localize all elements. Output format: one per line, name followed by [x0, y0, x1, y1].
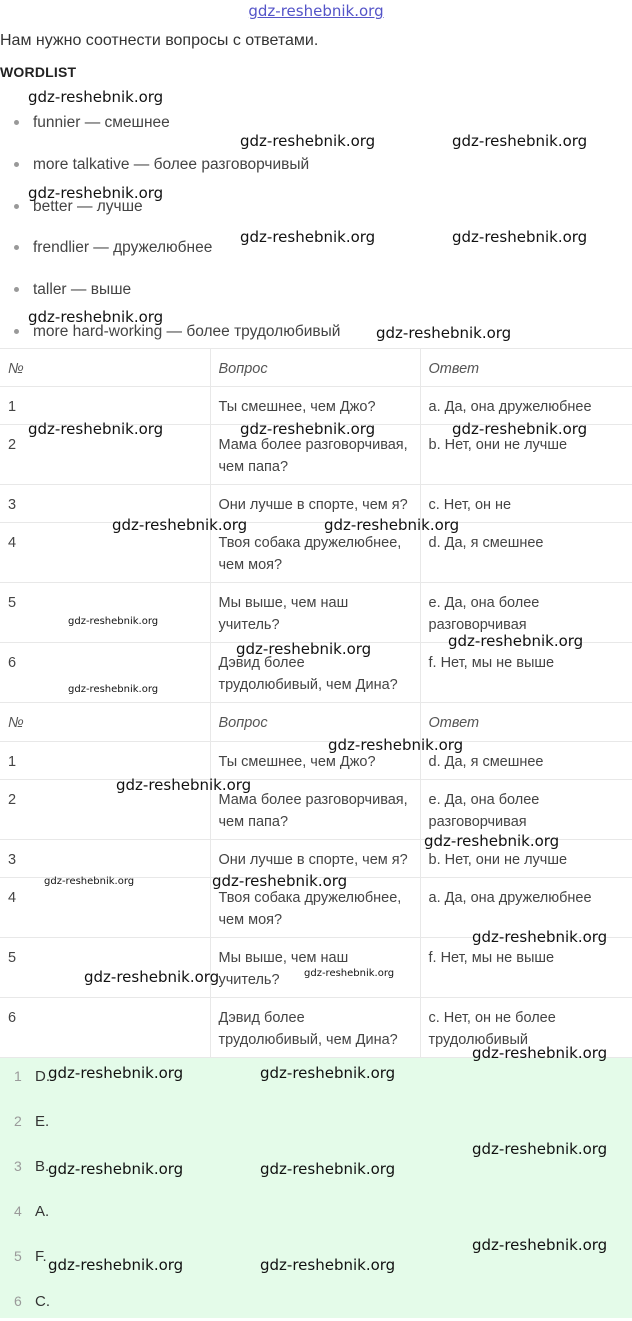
row-number: 6 [0, 997, 210, 1057]
answer-number: 4 [14, 1203, 22, 1219]
row-answer: e. Да, она более разговорчивая [420, 779, 632, 839]
row-question: Ты смешнее, чем Джо? [210, 741, 420, 779]
row-question: Они лучше в спорте, чем я? [210, 839, 420, 877]
watermark: gdz-reshebnik.org [304, 968, 395, 979]
watermark: gdz-reshebnik.org [44, 876, 135, 887]
header-question: Вопрос [210, 703, 420, 741]
answer-value: C. [35, 1293, 50, 1310]
row-number: 4 [0, 877, 210, 937]
answer-number: 6 [14, 1293, 22, 1309]
watermark: gdz-reshebnik.org [48, 1256, 184, 1274]
bullet-icon [14, 329, 19, 334]
table-row [0, 997, 632, 1057]
watermark: gdz-reshebnik.org [260, 1256, 396, 1274]
matching-table-2 [0, 703, 632, 1058]
wordlist-item-text: more hard-working — более трудолюбивый [33, 323, 341, 340]
row-answer: a. Да, она дружелюбнее [420, 877, 632, 937]
table-row [0, 839, 632, 877]
row-number: 5 [0, 937, 210, 997]
site-header-link[interactable]: gdz-reshebnik.org [248, 2, 384, 20]
header-answer: Ответ [420, 349, 632, 387]
row-number: 2 [0, 779, 210, 839]
bullet-icon [14, 287, 19, 292]
row-number: 1 [0, 387, 210, 425]
row-answer: a. Да, она дружелюбнее [420, 387, 632, 425]
watermark: gdz-reshebnik.org [452, 228, 588, 246]
watermark: gdz-reshebnik.org [68, 616, 159, 627]
watermark: gdz-reshebnik.org [324, 516, 460, 534]
table-row [0, 643, 632, 703]
watermark: gdz-reshebnik.org [28, 308, 164, 326]
wordlist-item [14, 281, 574, 299]
table-row [0, 583, 632, 643]
row-question: Ты смешнее, чем Джо? [210, 387, 420, 425]
header-question: Вопрос [210, 349, 420, 387]
watermark: gdz-reshebnik.org [260, 1160, 396, 1178]
answers-list [0, 1058, 632, 1318]
row-question: Твоя собака дружелюбнее, чем моя? [210, 523, 420, 583]
answer-value: E. [35, 1113, 50, 1130]
answer-number: 1 [14, 1068, 22, 1084]
row-answer: d. Да, я смешнее [420, 741, 632, 779]
row-question: Дэвид более трудолюбивый, чем Дина? [210, 997, 420, 1057]
row-question: Мы выше, чем наш учитель? [210, 583, 420, 643]
watermark: gdz-reshebnik.org [28, 88, 164, 106]
table-row [0, 387, 632, 425]
row-number: 3 [0, 485, 210, 523]
wordlist-item-text: funnier — смешнее [33, 114, 170, 131]
row-answer: c. Нет, он не [420, 485, 632, 523]
table-row [0, 877, 632, 937]
wordlist-item [14, 239, 574, 257]
row-question: Мы выше, чем наш учитель? [210, 937, 420, 997]
wordlist-item-text: taller — выше [33, 281, 132, 298]
watermark: gdz-reshebnik.org [28, 184, 164, 202]
table-row [0, 741, 632, 779]
watermark: gdz-reshebnik.org [212, 872, 348, 890]
row-answer: b. Нет, они не лучше [420, 839, 632, 877]
table-header-row [0, 349, 632, 387]
watermark: gdz-reshebnik.org [48, 1160, 184, 1178]
row-question: Твоя собака дружелюбнее, чем моя? [210, 877, 420, 937]
header-number: № [0, 703, 210, 741]
row-number: 2 [0, 425, 210, 485]
watermark: gdz-reshebnik.org [472, 928, 608, 946]
wordlist-item [14, 156, 574, 174]
wordlist-item [14, 323, 574, 341]
row-answer: d. Да, я смешнее [420, 523, 632, 583]
table-row [0, 485, 632, 523]
answer-number: 3 [14, 1158, 22, 1174]
bullet-icon [14, 162, 19, 167]
bullet-icon [14, 245, 19, 250]
watermark: gdz-reshebnik.org [116, 776, 252, 794]
row-question: Мама более разговорчивая, чем папа? [210, 425, 420, 485]
row-question: Дэвид более трудолюбивый, чем Дина? [210, 643, 420, 703]
watermark: gdz-reshebnik.org [112, 516, 248, 534]
row-number: 5 [0, 583, 210, 643]
watermark: gdz-reshebnik.org [260, 1064, 396, 1082]
row-answer: c. Нет, он не более трудолюбивый [420, 997, 632, 1057]
watermark: gdz-reshebnik.org [240, 132, 376, 150]
header-answer: Ответ [420, 703, 632, 741]
watermark: gdz-reshebnik.org [48, 1064, 184, 1082]
answer-value: D. [35, 1068, 50, 1085]
wordlist-item-text: more talkative — более разговорчивый [33, 156, 310, 173]
row-number: 1 [0, 741, 210, 779]
answer-number: 2 [14, 1113, 22, 1129]
wordlist-item [14, 198, 574, 216]
header-number: № [0, 349, 210, 387]
watermark: gdz-reshebnik.org [68, 684, 159, 695]
watermark: gdz-reshebnik.org [236, 640, 372, 658]
watermark: gdz-reshebnik.org [240, 420, 376, 438]
row-answer: f. Нет, мы не выше [420, 643, 632, 703]
watermark: gdz-reshebnik.org [28, 420, 164, 438]
answer-value: B. [35, 1158, 50, 1175]
table-row [0, 779, 632, 839]
answer-number: 5 [14, 1248, 22, 1264]
watermark: gdz-reshebnik.org [472, 1044, 608, 1062]
table-row [0, 425, 632, 485]
intro-text: Нам нужно соотнести вопросы с ответами. [0, 32, 319, 49]
row-number: 4 [0, 523, 210, 583]
watermark: gdz-reshebnik.org [424, 832, 560, 850]
row-answer: b. Нет, они не лучше [420, 425, 632, 485]
watermark: gdz-reshebnik.org [448, 632, 584, 650]
watermark: gdz-reshebnik.org [452, 420, 588, 438]
bullet-icon [14, 204, 19, 209]
row-answer: e. Да, она более разговорчивая [420, 583, 632, 643]
table-row [0, 937, 632, 997]
answer-value: F. [35, 1248, 47, 1265]
bullet-icon [14, 120, 19, 125]
wordlist-item-text: better — лучше [33, 198, 143, 215]
watermark: gdz-reshebnik.org [376, 324, 512, 342]
row-number: 6 [0, 643, 210, 703]
row-question: Они лучше в спорте, чем я? [210, 485, 420, 523]
wordlist-title: WORDLIST [0, 64, 77, 80]
watermark: gdz-reshebnik.org [240, 228, 376, 246]
matching-table-1 [0, 348, 632, 703]
watermark: gdz-reshebnik.org [84, 968, 220, 986]
wordlist-item [14, 114, 574, 132]
table-row [0, 523, 632, 583]
answer-value: A. [35, 1203, 50, 1220]
watermark: gdz-reshebnik.org [452, 132, 588, 150]
watermark: gdz-reshebnik.org [472, 1236, 608, 1254]
table-header-row [0, 703, 632, 741]
watermark: gdz-reshebnik.org [472, 1140, 608, 1158]
row-number: 3 [0, 839, 210, 877]
row-question: Мама более разговорчивая, чем папа? [210, 779, 420, 839]
row-answer: f. Нет, мы не выше [420, 937, 632, 997]
watermark: gdz-reshebnik.org [328, 736, 464, 754]
wordlist-item-text: frendlier — дружелюбнее [33, 239, 213, 256]
